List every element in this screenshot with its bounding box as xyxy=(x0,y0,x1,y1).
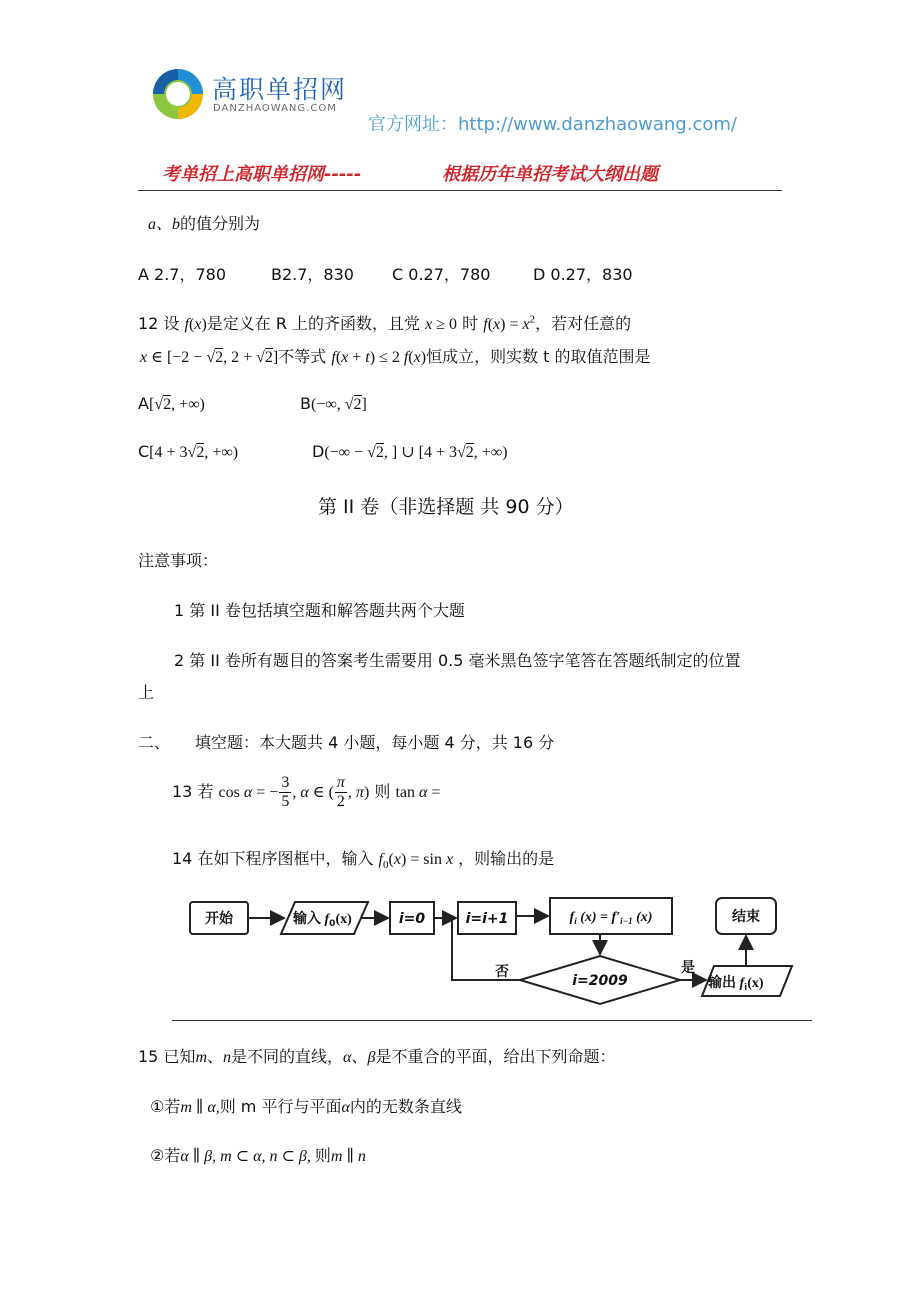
flow-output-label: 输出 $f_i(x)$ xyxy=(708,975,764,993)
q15-proposition-1: ①若m ∥ α,则 m 平行与平面α内的无数条直线 xyxy=(150,1097,462,1116)
q12-text4: 不等式 xyxy=(278,347,327,366)
q11-vars: a、b xyxy=(148,216,181,233)
flow-derivative-label: $f_i$ $(x) = f'_{i-1}$ (x) xyxy=(569,910,653,926)
q11-text: 的值分别为 xyxy=(180,214,261,233)
flow-no-label: 否 xyxy=(495,964,509,980)
notice-item-2-cont: 上 xyxy=(138,683,155,702)
q12-option-a: A[√2, +∞) xyxy=(138,394,205,413)
brand-domain: DANZHAOWANG.COM xyxy=(213,103,337,114)
q12-num: 12 设 xyxy=(138,314,180,333)
q13-lead: 13 若 xyxy=(172,782,214,801)
q11-option-c: C 0.27，780 xyxy=(392,265,491,284)
q11-option-a: A 2.7，780 xyxy=(138,265,227,284)
flow-incr-label: i=i+1 xyxy=(465,911,509,927)
flow-end-label: 结束 xyxy=(732,909,760,925)
q12-line1: 12 设 f(x)是定义在 R 上的齐函数，且党 x ≥ 0 时 $f(x) = x^2$，若对任意的 xyxy=(138,313,632,333)
q12-option-b: B(−∞, √2] xyxy=(300,394,367,413)
slogan-right: 根据历年单招考试大纲出题 xyxy=(442,164,658,185)
q12-line2: x ∈ [−2 − √2, 2 + √2]不等式 f(x + t) ≤ 2 f(x)恒成立，则实数 t 的取值范围是 xyxy=(140,347,651,366)
q15-lead: 15 已知 xyxy=(138,1047,196,1066)
notice-item-1: 1 第 II 卷包括填空题和解答题共两个大题 xyxy=(174,601,465,620)
q11-option-d: D 0.27，830 xyxy=(533,265,633,284)
section-title: 第 II 卷（非选择题 共 90 分） xyxy=(318,496,574,518)
slogan-left: 考单招上高职单招网----- xyxy=(162,164,362,185)
q13-mid: 则 xyxy=(374,782,391,801)
flow-init-label: i=0 xyxy=(398,911,426,927)
q13-line: 13 若 cos α = − $\frac{3}{5}$ , α ∈ ( $\frac{\pi}{2}$ , π) 则 tan α = xyxy=(172,774,441,810)
q15-text1: 是不同的直线， xyxy=(231,1047,344,1066)
header-divider xyxy=(138,190,782,191)
notice-heading: 注意事项： xyxy=(138,551,219,570)
flow-condition-label: i=2009 xyxy=(572,973,628,989)
q11-option-b: B2.7，830 xyxy=(271,265,354,284)
site-logo-icon xyxy=(152,68,204,120)
notice-item-2: 2 第 II 卷所有题目的答案考生需要用 0.5 毫米黑色签字笔答在答题纸制定的位置 xyxy=(174,651,741,670)
q12-text2: 时 xyxy=(462,314,479,333)
q14-lead: 14 在如下程序图框中，输入 xyxy=(172,849,374,868)
q12-text1: 是定义在 R 上的齐函数，且党 xyxy=(206,314,421,333)
flowchart-divider xyxy=(172,1020,812,1021)
flow-start-label: 开始 xyxy=(205,911,233,927)
q11-line xyxy=(148,211,260,234)
q12-option-c: C[4 + 3√2, +∞) xyxy=(138,442,239,461)
flow-input-label: 输入 $f_0(x)$ xyxy=(293,911,352,929)
flow-yes-label: 是 xyxy=(681,960,695,976)
q15-proposition-2: ②若α ∥ β, m ⊂ α, n ⊂ β, 则m ∥ n xyxy=(150,1146,366,1165)
q12-option-d: D(−∞ − √2, ] ∪ [4 + 3√2, +∞) xyxy=(312,442,508,461)
q12-text5: 恒成立，则实数 t 的取值范围是 xyxy=(426,347,651,366)
part-number: 二、 xyxy=(138,733,171,752)
q14-tail: ，则输出的是 xyxy=(458,849,555,868)
part-title: 填空题：本大题共 4 小题，每小题 4 分，共 16 分 xyxy=(195,733,555,752)
q12-text3: ，若对任意的 xyxy=(535,314,632,333)
brand-name: 高职单招网 xyxy=(212,75,348,104)
q14-line: 14 在如下程序图框中，输入 $f_0(x) = \sin x$ ，则输出的是 xyxy=(172,849,555,872)
program-flowchart xyxy=(180,888,820,1008)
q15-text2: 是不重合的平面，给出下列命题： xyxy=(375,1047,616,1066)
q15-line: 15 已知m、n是不同的直线，α、β是不重合的平面，给出下列命题： xyxy=(138,1047,616,1066)
site-url-link[interactable]: 官方网址：http://www.danzhaowang.com/ xyxy=(368,114,737,135)
